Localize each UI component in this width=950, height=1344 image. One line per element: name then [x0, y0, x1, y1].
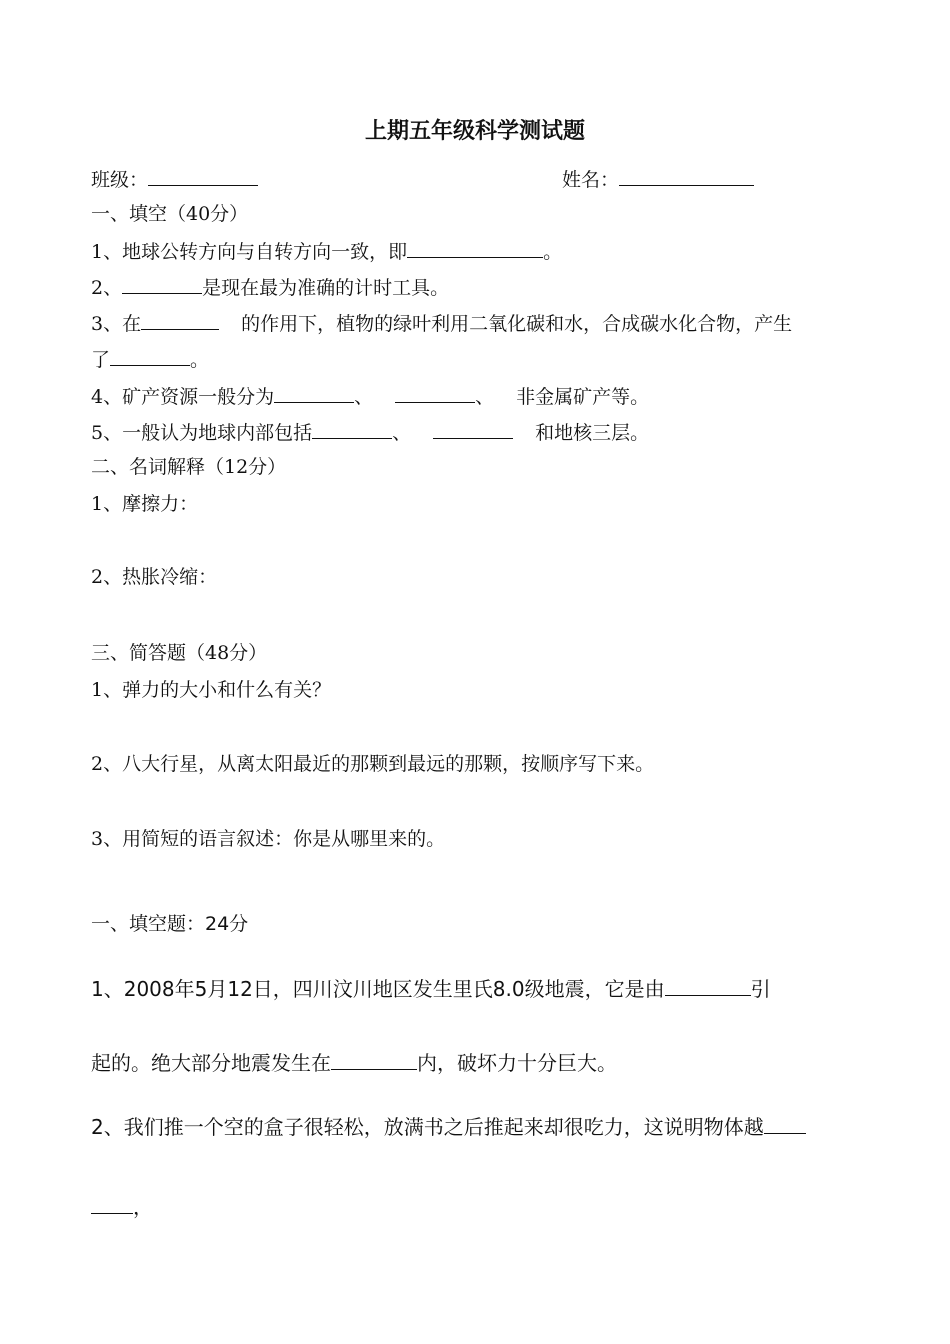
s1-q5-blank-1[interactable] [312, 418, 392, 439]
s1-q3-blank-2[interactable] [110, 345, 190, 366]
s1-q4-text: 4、矿产资源一般分为 [91, 386, 275, 408]
s4-q1-blank-1[interactable] [665, 975, 751, 996]
s2-question-2: 2、热胀冷缩： [91, 566, 218, 588]
s3-question-2: 2、八大行星，从离太阳最近的那颗到最远的那颗，按顺序写下来。 [91, 753, 655, 775]
section-2-heading: 二、名词解释（12分） [91, 456, 287, 478]
s1-q2-blank[interactable] [122, 273, 202, 294]
s1-q4-end: 非金属矿产等。 [516, 386, 650, 408]
s1-q4-sep-2: 、 [475, 386, 495, 408]
s4-question-1-cont [91, 1049, 617, 1076]
s4-q2-blank-part-1[interactable] [764, 1113, 806, 1134]
class-blank[interactable] [148, 165, 258, 186]
s1-q1-blank[interactable] [407, 237, 543, 258]
s4-q1-text-b: 引 [750, 977, 771, 1001]
s4-q2-text: 2、我们推一个空的盒子很轻松，放满书之后推起来却很吃力，这说明物体越 [91, 1115, 764, 1139]
s1-q4-sep-1: 、 [354, 386, 374, 408]
s1-q5-blank-2[interactable] [433, 418, 513, 439]
s1-q1-text: 1、地球公转方向与自转方向一致，即 [91, 241, 408, 263]
class-label: 班级： [91, 169, 149, 191]
s1-q5-sep: 、 [392, 422, 412, 444]
s1-q3-end: 。 [190, 349, 210, 371]
s1-question-3-cont [91, 345, 209, 373]
s2-question-1: 1、摩擦力： [91, 493, 199, 515]
s4-q1-blank-2[interactable] [331, 1049, 417, 1070]
s1-question-1 [91, 237, 562, 265]
section-1-heading: 一、填空（40分） [91, 203, 249, 225]
s1-question-4 [91, 382, 649, 410]
s1-question-2 [91, 273, 449, 301]
s1-q3-blank-1[interactable] [141, 309, 219, 330]
s3-question-3: 3、用简短的语言叙述：你是从哪里来的。 [91, 828, 446, 850]
s1-question-3 [91, 309, 792, 337]
s1-q5-text: 5、一般认为地球内部包括 [91, 422, 313, 444]
name-label: 姓名： [562, 169, 620, 191]
s1-q5-end: 和地核三层。 [535, 422, 650, 444]
s1-q4-blank-2[interactable] [395, 382, 475, 403]
s4-q2-blank-part-2[interactable] [91, 1193, 133, 1214]
s1-q4-blank-1[interactable] [274, 382, 354, 403]
s1-question-5 [91, 418, 649, 446]
s1-q1-end: 。 [543, 241, 563, 263]
s4-q1-end: 内，破坏力十分巨大。 [417, 1051, 617, 1075]
name-blank[interactable] [619, 165, 754, 186]
s4-question-2 [91, 1113, 806, 1140]
name-line [562, 165, 754, 193]
s1-q3-text-b: 的作用下，植物的绿叶利用二氧化碳和水，合成碳水化合物，产生 [241, 313, 793, 335]
s4-q1-text-c: 起的。绝大部分地震发生在 [91, 1051, 331, 1075]
s1-q3-text-c: 了 [91, 349, 111, 371]
s4-q2-end: ， [133, 1195, 153, 1219]
section-4-heading: 一、填空题：24分 [91, 913, 249, 935]
s4-question-2-cont [91, 1193, 153, 1220]
class-line [91, 165, 258, 193]
s3-question-1: 1、弹力的大小和什么有关？ [91, 679, 332, 701]
s1-q2-text: 是现在最为准确的计时工具。 [202, 277, 450, 299]
page-title: 上期五年级科学测试题 [364, 118, 585, 144]
s4-question-1 [91, 975, 771, 1002]
section-3-heading: 三、简答题（48分） [91, 642, 268, 664]
s1-q2-num: 2、 [91, 277, 123, 299]
s1-q3-text-a: 3、在 [91, 313, 142, 335]
s4-q1-text-a: 1、2008年5月12日，四川汶川地区发生里氏8.0级地震，它是由 [91, 977, 665, 1001]
